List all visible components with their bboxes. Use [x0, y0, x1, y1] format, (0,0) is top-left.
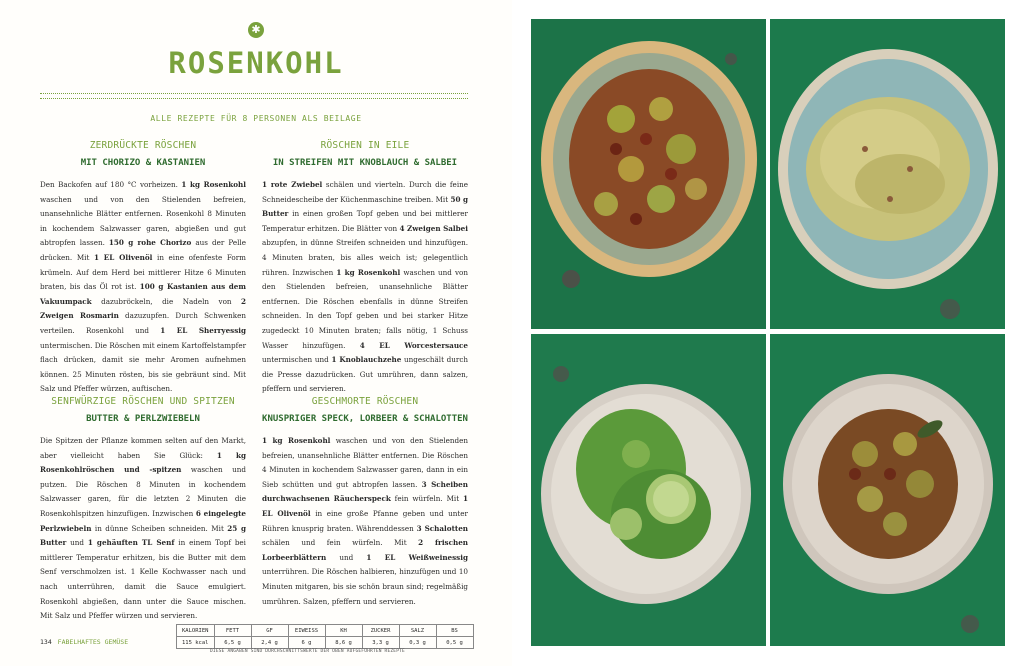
recipe-heading: GESCHMORTE RÖSCHEN	[311, 396, 419, 407]
nutrition-header-row	[177, 625, 474, 637]
page-title: ROSENKOHL	[168, 46, 344, 80]
nutrition-value-cell: 3,3 g	[362, 637, 399, 649]
title-divider	[40, 93, 468, 99]
nutrition-header-cell: ZUCKER	[362, 625, 399, 637]
nutrition-value-cell: 0,5 g	[436, 637, 473, 649]
nutrition-value-cell: 2,4 g	[251, 637, 288, 649]
right-page	[512, 0, 1024, 666]
recipe-text: Die Spitzen der Pflanze kommen selten auf den Markt, aber vielleicht haben Sie Glück: 1 kg Rosenkohlröschen und -spitzen waschen und putzen. Die Röschen 8 Minuten in kochendem Salzwasser garen, für die letzten 2 Minuten die Rosenkohlspitzen hinzufügen. Inzwischen 6 eingelegte Perlzwiebeln in dünne Scheiben schneiden. Mit 25 g Butter und 1 gehäuften TL Senf in einem Topf bei mittlerer Temperatur erhitzen, bis die Butter mit dem Senf verschmolzen ist. 1 Kelle Kochwasser nach und nach unterrühren, damit die Sauce emulgiert. Rosenkohl abgießen, dann unter die Sauce mischen. Mit Salz und Pfeffer würzen und servieren.	[40, 436, 246, 621]
recipe-heading: SENFWÜRZIGE RÖSCHEN UND SPITZEN	[51, 396, 235, 407]
recipe-subheading: BUTTER & PERLZWIEBELN	[86, 414, 200, 424]
nutrition-value-row	[177, 637, 474, 649]
asterisk-icon: ✱	[248, 22, 264, 38]
recipe-4	[262, 396, 468, 609]
recipe-text: 1 rote Zwiebel schälen und vierteln. Durch die feine Schneidescheibe der Küchenmaschine treiben. Mit 50 g Butter in einen großen Topf geben und bei mittlerer Temperatur erhitzen. Die Blätter von 4 Zweigen Salbei abzupfen, in dünne Streifen schneiden und hinzufügen. 4 Minuten braten, bis alles weich ist; gelegentlich rühren. Inzwischen 1 kg Rosenkohl waschen und von den Stielenden befreien, unansehnliche Blätter entfernen. Die Röschen ebenfalls in dünne Streifen schneiden. In den Topf geben und bei starker Hitze zugedeckt 10 Minuten braten; falls nötig, 1 Schuss Wasser hinzufügen. 4 EL Worcestersauce untermischen und 1 Knoblauchzehe ungeschält durch die Presse dazudrücken. Gut umrühren, dann salzen, pfeffern und servieren.	[262, 180, 468, 394]
nutrition-note: DIESE ANGABEN SIND DURCHSCHNITTSWERTE DER OBEN AUFGEFÜHRTEN REZEPTE	[210, 649, 405, 654]
page-number: 134	[40, 638, 52, 646]
page-footer	[40, 638, 128, 646]
nutrition-value-cell: 6 g	[288, 637, 325, 649]
nutrition-header-cell: BS	[436, 625, 473, 637]
recipe-1	[40, 140, 246, 397]
nutrition-header-cell: GF	[251, 625, 288, 637]
recipe-subheading: MIT CHORIZO & KASTANIEN	[80, 158, 206, 168]
nutrition-value-cell: 0,3 g	[399, 637, 436, 649]
section-name: FABELHAFTES GEMÜSE	[57, 638, 129, 646]
nutrition-value-cell: 6,5 g	[214, 637, 251, 649]
recipe-text: 1 kg Rosenkohl waschen und von den Stielenden befreien, unansehnliche Blätter entfernen. Die Röschen 4 Minuten in kochendem Salzwasser garen, dann in ein Sieb schütten und gut abtropfen lassen. 3 Scheiben durchwachsenen Räucherspeck fein würfeln. Mit 1 EL Olivenöl in eine große Pfanne geben und unter Rühren knusprig braten. Währenddessen 3 Schalotten schälen und fein würfeln. Mit 2 frischen Lorbeerblättern und 1 EL Weißweinessig unterrühren. Die Röschen halbieren, hinzufügen und 10 Minuten mitgaren, bis sie schön braun sind; regelmäßig umrühren. Salzen, pfeffern und servieren.	[262, 436, 469, 606]
servings-subtitle: ALLE REZEPTE FÜR 8 PERSONEN ALS BEILAGE	[150, 114, 362, 123]
photo-chorizo-sprouts	[531, 19, 766, 329]
photo-mustard-sprouts	[531, 334, 766, 646]
photo-shredded-sprouts	[770, 19, 1005, 329]
nutrition-table	[176, 624, 474, 649]
recipe-subheading: IN STREIFEN MIT KNOBLAUCH & SALBEI	[272, 158, 458, 168]
recipe-3	[40, 396, 246, 624]
nutrition-header-cell: KH	[325, 625, 362, 637]
nutrition-value-cell: 115 kcal	[177, 637, 215, 649]
photo-braised-sprouts	[770, 334, 1005, 646]
recipe-text: Den Backofen auf 180 °C vorheizen. 1 kg Rosenkohl waschen und von den Stielenden befreien, unansehnliche Blätter entfernen. Rosenkohl 8 Minuten in kochendem Salzwasser garen, abgießen und gut abtropfen lassen. 150 g rohe Chorizo aus der Pelle drücken. Mit 1 EL Olivenöl in eine ofenfeste Form krümeln. Auf dem Herd bei mittlerer Hitze 6 Minuten braten, bis das Öl rot ist. 100 g Kastanien aus dem Vakuumpack dazubröckeln, die Nadeln von 2 Zweigen Rosmarin dazuzupfen. Durch Schwenken verteilen. Rosenkohl und 1 EL Sherryessig untermischen. Die Röschen mit einem Kartoffelstampfer flach drücken, damit sie mehr Aromen aufnehmen können. 25 Minuten rösten, bis sie gebräunt sind. Mit Salz und Pfeffer würzen, auftischen.	[40, 180, 247, 394]
recipe-heading: ZERDRÜCKTE RÖSCHEN	[89, 140, 197, 151]
nutrition-header-cell: SALZ	[399, 625, 436, 637]
recipe-subheading: KNUSPRIGER SPECK, LORBEER & SCHALOTTEN	[262, 414, 468, 424]
nutrition-value-cell: 8,6 g	[325, 637, 362, 649]
nutrition-header-cell: FETT	[214, 625, 251, 637]
recipe-heading: RÖSCHEN IN EILE	[320, 140, 410, 151]
nutrition-header-cell: KALORIEN	[177, 625, 215, 637]
nutrition-header-cell: EIWEISS	[288, 625, 325, 637]
recipe-2	[262, 140, 468, 397]
